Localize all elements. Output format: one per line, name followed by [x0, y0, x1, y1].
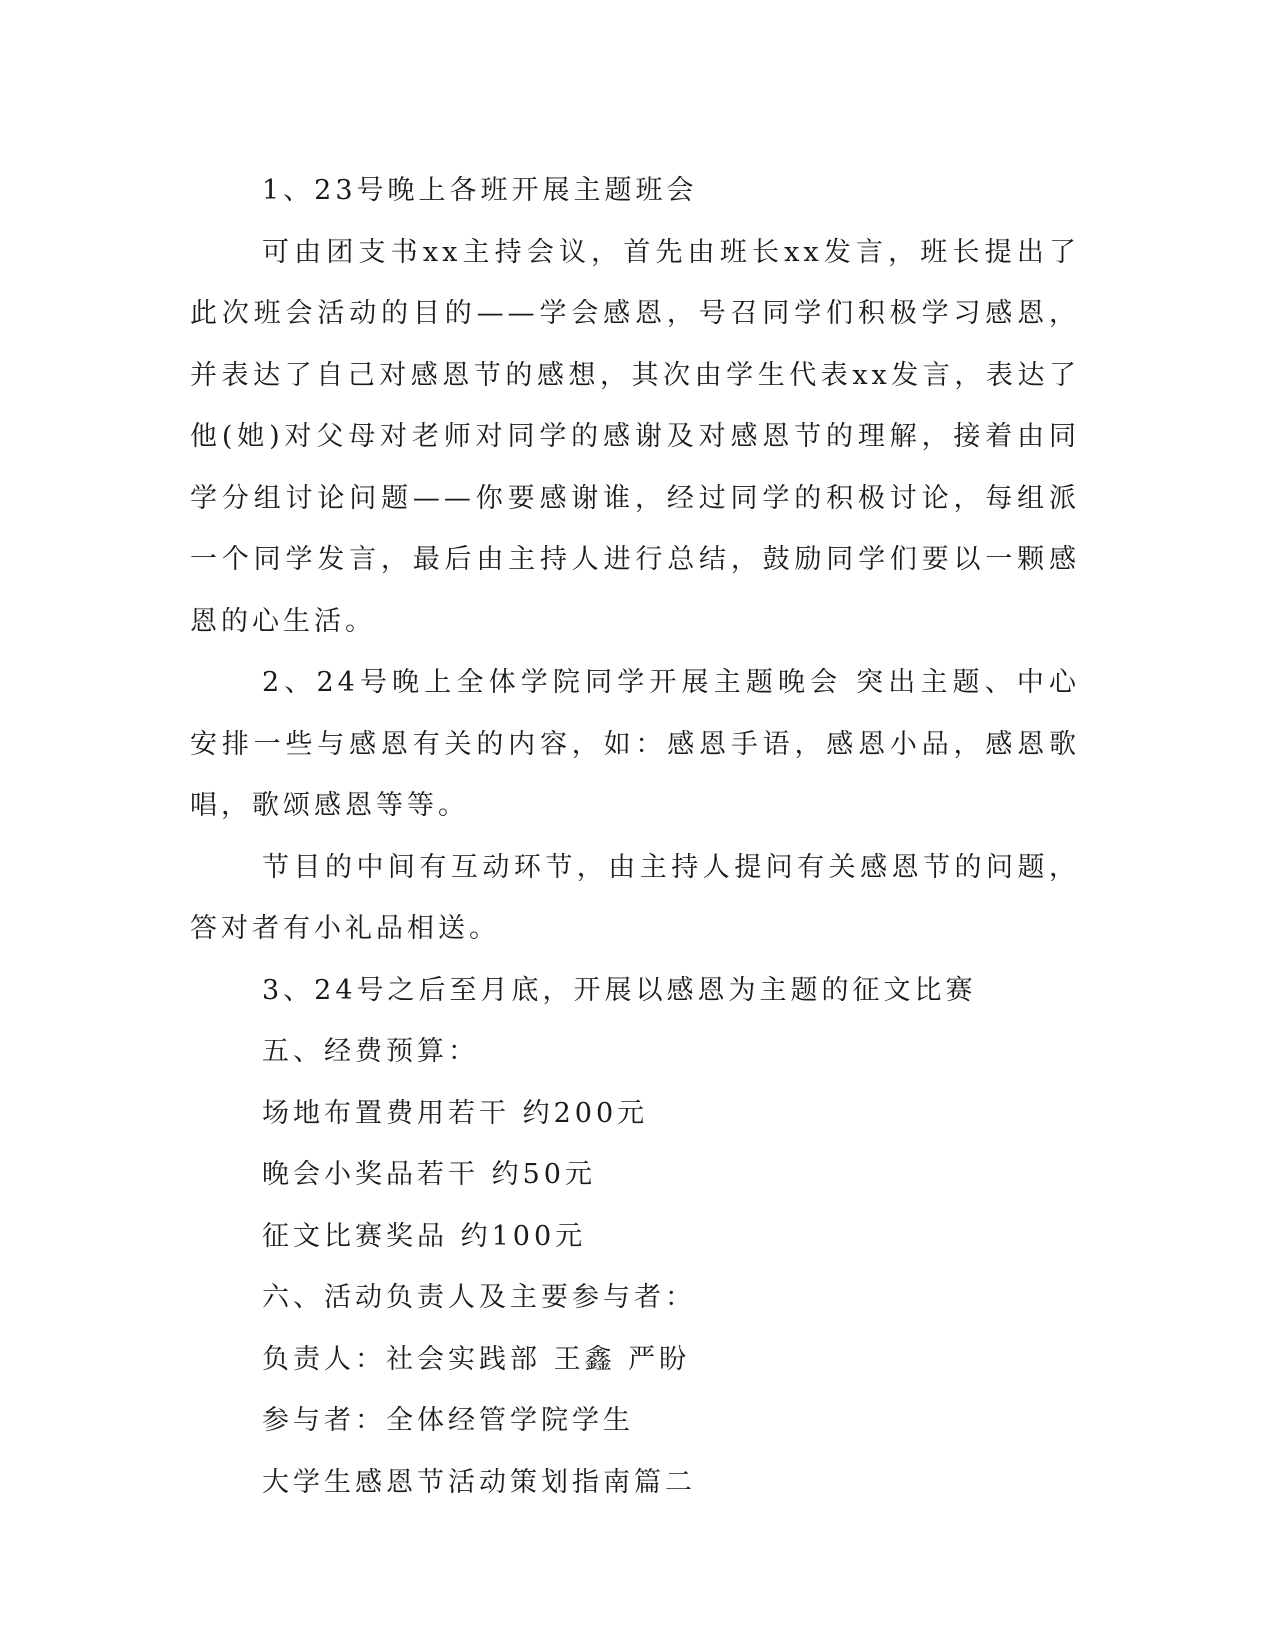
- budget-item-venue: 场地布置费用若干 约200元: [262, 1097, 649, 1129]
- budget-item-party-prizes: 晚会小奖品若干 约50元: [262, 1159, 596, 1190]
- paragraph-activity-1-title: 1、23号晚上各班开展主题班会: [262, 175, 698, 206]
- paragraph-activity-2-title: 2、24号晚上全体学院同学开展主题晚会 突出主题、中心安排一些与感恩有关的内容，如：感恩手语，感恩小品，感恩歌唱，歌颂感恩等等。: [190, 667, 1080, 821]
- budget-item-essay-prizes: 征文比赛奖品 约100元: [262, 1220, 587, 1252]
- paragraph-activity-1-detail: 可由团支书xx主持会议，首先由班长xx发言，班长提出了此次班会活动的目的——学会感恩，号召同学们积极学习感恩，并表达了自己对感恩节的感想，其次由学生代表xx发言，表达了他(她)对父母对老师对同学的感谢及对感恩节的理解，接着由同学分组讨论问题——你要感谢谁，经过同学的积极讨论，每组派一个同学发言，最后由主持人进行总结，鼓励同学们要以一颗感恩的心生活。: [190, 236, 1080, 637]
- document-body: [190, 160, 1080, 1513]
- next-section-title: 大学生感恩节活动策划指南篇二: [262, 1466, 696, 1498]
- paragraph-activity-2-detail: 节目的中间有互动环节，由主持人提问有关感恩节的问题，答对者有小礼品相送。: [190, 851, 1080, 944]
- section-heading-budget: 五、经费预算：: [262, 1036, 479, 1067]
- organizer-participants: 参与者：全体经管学院学生: [262, 1405, 634, 1436]
- section-heading-organizers: 六、活动负责人及主要参与者：: [262, 1282, 696, 1313]
- paragraph-activity-3-title: 3、24号之后至月底，开展以感恩为主题的征文比赛: [262, 974, 977, 1006]
- organizer-leaders: 负责人：社会实践部 王鑫 严盼: [262, 1343, 691, 1375]
